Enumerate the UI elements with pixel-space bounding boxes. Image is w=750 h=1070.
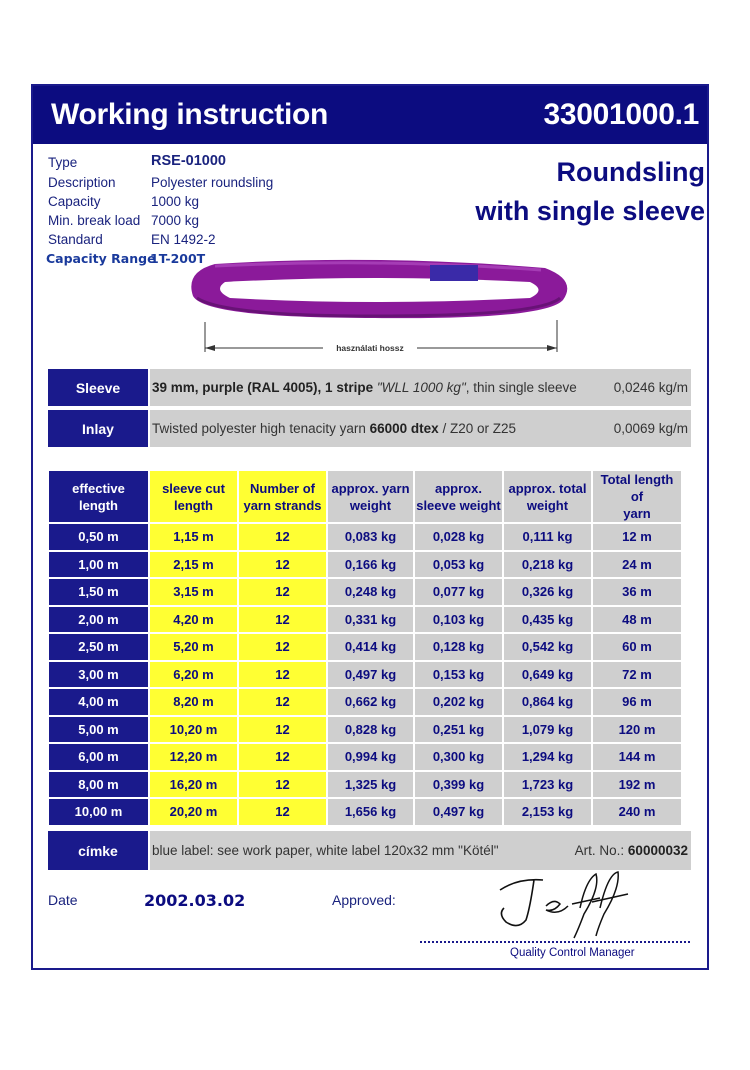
inlay-bold: 66000 dtex bbox=[369, 421, 439, 436]
cell-sleeve-weight: 0,251 kg bbox=[415, 717, 502, 743]
cell-yarn-weight: 1,325 kg bbox=[328, 772, 413, 798]
cell-yarn-strands: 12 bbox=[239, 717, 326, 743]
cell-total-yarn-length: 24 m bbox=[593, 552, 681, 578]
header-sleeve-cut-length: sleeve cut length bbox=[150, 471, 237, 522]
header-total-yarn-length: Total length of yarn bbox=[593, 471, 681, 522]
header-yarn-weight: approx. yarn weight bbox=[328, 471, 413, 522]
cell-yarn-strands: 12 bbox=[239, 579, 326, 605]
cell-sleeve-cut-length: 8,20 m bbox=[150, 689, 237, 715]
capacity-range bbox=[46, 251, 206, 266]
cell-total-weight: 1,079 kg bbox=[504, 717, 591, 743]
article-number-label: Art. No.: bbox=[574, 843, 625, 858]
table-row bbox=[49, 772, 681, 798]
cell-yarn-strands: 12 bbox=[239, 552, 326, 578]
cell-sleeve-cut-length: 1,15 m bbox=[150, 524, 237, 550]
cimke-text: blue label: see work paper, white label 120x32 mm "Kötél" bbox=[152, 843, 499, 858]
cell-effective-length: 1,00 m bbox=[49, 552, 148, 578]
table-row bbox=[49, 717, 681, 743]
info-value: 1000 kg bbox=[151, 194, 200, 209]
cell-effective-length: 1,50 m bbox=[49, 579, 148, 605]
table-row bbox=[49, 634, 681, 660]
cell-yarn-weight: 0,497 kg bbox=[328, 662, 413, 688]
product-title-line2: with single sleeve bbox=[475, 196, 705, 226]
info-label: Capacity bbox=[48, 194, 101, 209]
cell-yarn-strands: 12 bbox=[239, 689, 326, 715]
cell-effective-length: 4,00 m bbox=[49, 689, 148, 715]
info-value: Polyester roundsling bbox=[151, 175, 274, 190]
info-value: 7000 kg bbox=[151, 213, 200, 228]
cell-total-yarn-length: 72 m bbox=[593, 662, 681, 688]
dimension-label: használati hossz bbox=[336, 343, 404, 353]
cell-effective-length: 5,00 m bbox=[49, 717, 148, 743]
info-label: Type bbox=[48, 155, 78, 170]
cell-yarn-strands: 12 bbox=[239, 524, 326, 550]
cell-sleeve-cut-length: 3,15 m bbox=[150, 579, 237, 605]
cell-sleeve-weight: 0,497 kg bbox=[415, 799, 502, 825]
cell-sleeve-weight: 0,399 kg bbox=[415, 772, 502, 798]
info-label: Description bbox=[48, 175, 116, 190]
table-row bbox=[49, 607, 681, 633]
inlay-label: Inlay bbox=[48, 410, 148, 447]
specification-table bbox=[47, 469, 683, 827]
cell-sleeve-weight: 0,153 kg bbox=[415, 662, 502, 688]
cell-yarn-weight: 0,083 kg bbox=[328, 524, 413, 550]
capacity-range-label: Capacity Range bbox=[46, 251, 156, 266]
document-number: 33001000.1 bbox=[543, 98, 699, 131]
cell-effective-length: 10,00 m bbox=[49, 799, 148, 825]
cell-yarn-weight: 1,656 kg bbox=[328, 799, 413, 825]
cell-yarn-weight: 0,414 kg bbox=[328, 634, 413, 660]
cell-effective-length: 3,00 m bbox=[49, 662, 148, 688]
header-yarn-strands: Number of yarn strands bbox=[239, 471, 326, 522]
document-title: Working instruction bbox=[51, 98, 329, 131]
cell-sleeve-weight: 0,202 kg bbox=[415, 689, 502, 715]
cimke-spec bbox=[150, 831, 691, 870]
cell-sleeve-cut-length: 12,20 m bbox=[150, 744, 237, 770]
header-total-weight: approx. total weight bbox=[504, 471, 591, 522]
dimension-arrow-right bbox=[547, 345, 557, 351]
cell-total-yarn-length: 12 m bbox=[593, 524, 681, 550]
cimke-label: címke bbox=[48, 831, 148, 870]
cell-total-yarn-length: 60 m bbox=[593, 634, 681, 660]
cell-total-weight: 0,218 kg bbox=[504, 552, 591, 578]
inlay-pre: Twisted polyester high tenacity yarn bbox=[152, 421, 366, 436]
date-value: 2002.03.02 bbox=[144, 891, 246, 910]
cell-yarn-weight: 0,331 kg bbox=[328, 607, 413, 633]
cell-sleeve-cut-length: 4,20 m bbox=[150, 607, 237, 633]
cell-sleeve-weight: 0,300 kg bbox=[415, 744, 502, 770]
table-row bbox=[49, 744, 681, 770]
cell-total-weight: 0,649 kg bbox=[504, 662, 591, 688]
cell-sleeve-cut-length: 2,15 m bbox=[150, 552, 237, 578]
inlay-text bbox=[150, 421, 516, 436]
cell-total-weight: 2,153 kg bbox=[504, 799, 591, 825]
cell-yarn-strands: 12 bbox=[239, 772, 326, 798]
cell-yarn-weight: 0,662 kg bbox=[328, 689, 413, 715]
cell-sleeve-cut-length: 16,20 m bbox=[150, 772, 237, 798]
table-row bbox=[49, 662, 681, 688]
cell-total-weight: 0,326 kg bbox=[504, 579, 591, 605]
table-row bbox=[49, 552, 681, 578]
cell-total-weight: 0,864 kg bbox=[504, 689, 591, 715]
cell-sleeve-weight: 0,103 kg bbox=[415, 607, 502, 633]
sleeve-text bbox=[150, 380, 577, 395]
inlay-spec bbox=[150, 410, 691, 447]
cell-total-yarn-length: 96 m bbox=[593, 689, 681, 715]
cell-sleeve-weight: 0,128 kg bbox=[415, 634, 502, 660]
date-label: Date bbox=[48, 892, 78, 908]
cell-total-weight: 0,435 kg bbox=[504, 607, 591, 633]
sleeve-italic: "WLL 1000 kg" bbox=[376, 380, 466, 395]
signature-line bbox=[420, 941, 690, 943]
cell-sleeve-cut-length: 6,20 m bbox=[150, 662, 237, 688]
cell-effective-length: 8,00 m bbox=[49, 772, 148, 798]
cell-total-weight: 1,723 kg bbox=[504, 772, 591, 798]
cell-yarn-strands: 12 bbox=[239, 634, 326, 660]
header-effective-length: effective length bbox=[49, 471, 148, 522]
cell-sleeve-weight: 0,077 kg bbox=[415, 579, 502, 605]
cell-total-weight: 1,294 kg bbox=[504, 744, 591, 770]
cell-sleeve-cut-length: 5,20 m bbox=[150, 634, 237, 660]
sleeve-rest: , thin single sleeve bbox=[465, 380, 577, 395]
header-sleeve-weight: approx. sleeve weight bbox=[415, 471, 502, 522]
cell-total-yarn-length: 144 m bbox=[593, 744, 681, 770]
cell-sleeve-cut-length: 10,20 m bbox=[150, 717, 237, 743]
sling-loop-inner bbox=[220, 278, 538, 302]
cell-yarn-weight: 0,994 kg bbox=[328, 744, 413, 770]
info-value: RSE-01000 bbox=[151, 153, 226, 169]
table-row bbox=[49, 579, 681, 605]
sleeve-spec bbox=[150, 369, 691, 406]
signature-image bbox=[488, 868, 638, 942]
cell-sleeve-cut-length: 20,20 m bbox=[150, 799, 237, 825]
cell-yarn-strands: 12 bbox=[239, 799, 326, 825]
product-title-line1: Roundsling bbox=[556, 157, 705, 187]
capacity-range-value: 1T-200T bbox=[150, 251, 206, 266]
inlay-weight: 0,0069 kg/m bbox=[613, 421, 688, 436]
cell-yarn-weight: 0,248 kg bbox=[328, 579, 413, 605]
roundsling-drawing bbox=[185, 258, 575, 358]
label-patch bbox=[430, 265, 478, 281]
cell-sleeve-weight: 0,053 kg bbox=[415, 552, 502, 578]
dimension-arrow-left bbox=[205, 345, 215, 351]
cell-total-yarn-length: 120 m bbox=[593, 717, 681, 743]
info-label: Standard bbox=[48, 232, 103, 247]
cell-effective-length: 6,00 m bbox=[49, 744, 148, 770]
sleeve-bold: 39 mm, purple (RAL 4005), 1 stripe bbox=[152, 380, 374, 395]
table-row bbox=[49, 799, 681, 825]
approved-label: Approved: bbox=[332, 892, 396, 908]
cell-yarn-strands: 12 bbox=[239, 607, 326, 633]
cell-yarn-weight: 0,828 kg bbox=[328, 717, 413, 743]
cell-effective-length: 2,00 m bbox=[49, 607, 148, 633]
info-label: Min. break load bbox=[48, 213, 141, 228]
cell-yarn-strands: 12 bbox=[239, 744, 326, 770]
cell-total-yarn-length: 48 m bbox=[593, 607, 681, 633]
approver-role: Quality Control Manager bbox=[510, 947, 635, 959]
table-row bbox=[49, 689, 681, 715]
cell-total-weight: 0,542 kg bbox=[504, 634, 591, 660]
info-value: EN 1492-2 bbox=[151, 232, 216, 247]
cell-total-yarn-length: 36 m bbox=[593, 579, 681, 605]
article-number bbox=[575, 843, 688, 858]
inlay-post: / Z20 or Z25 bbox=[442, 421, 516, 436]
cell-total-yarn-length: 192 m bbox=[593, 772, 681, 798]
cell-total-weight: 0,111 kg bbox=[504, 524, 591, 550]
article-number-value: 60000032 bbox=[627, 843, 688, 858]
cell-yarn-weight: 0,166 kg bbox=[328, 552, 413, 578]
cell-yarn-strands: 12 bbox=[239, 662, 326, 688]
cell-effective-length: 0,50 m bbox=[49, 524, 148, 550]
cell-sleeve-weight: 0,028 kg bbox=[415, 524, 502, 550]
sleeve-label: Sleeve bbox=[48, 369, 148, 406]
cell-effective-length: 2,50 m bbox=[49, 634, 148, 660]
cell-total-yarn-length: 240 m bbox=[593, 799, 681, 825]
sleeve-weight: 0,0246 kg/m bbox=[613, 380, 688, 395]
table-row bbox=[49, 524, 681, 550]
table-header-row bbox=[49, 471, 681, 522]
header-bar bbox=[33, 86, 707, 144]
